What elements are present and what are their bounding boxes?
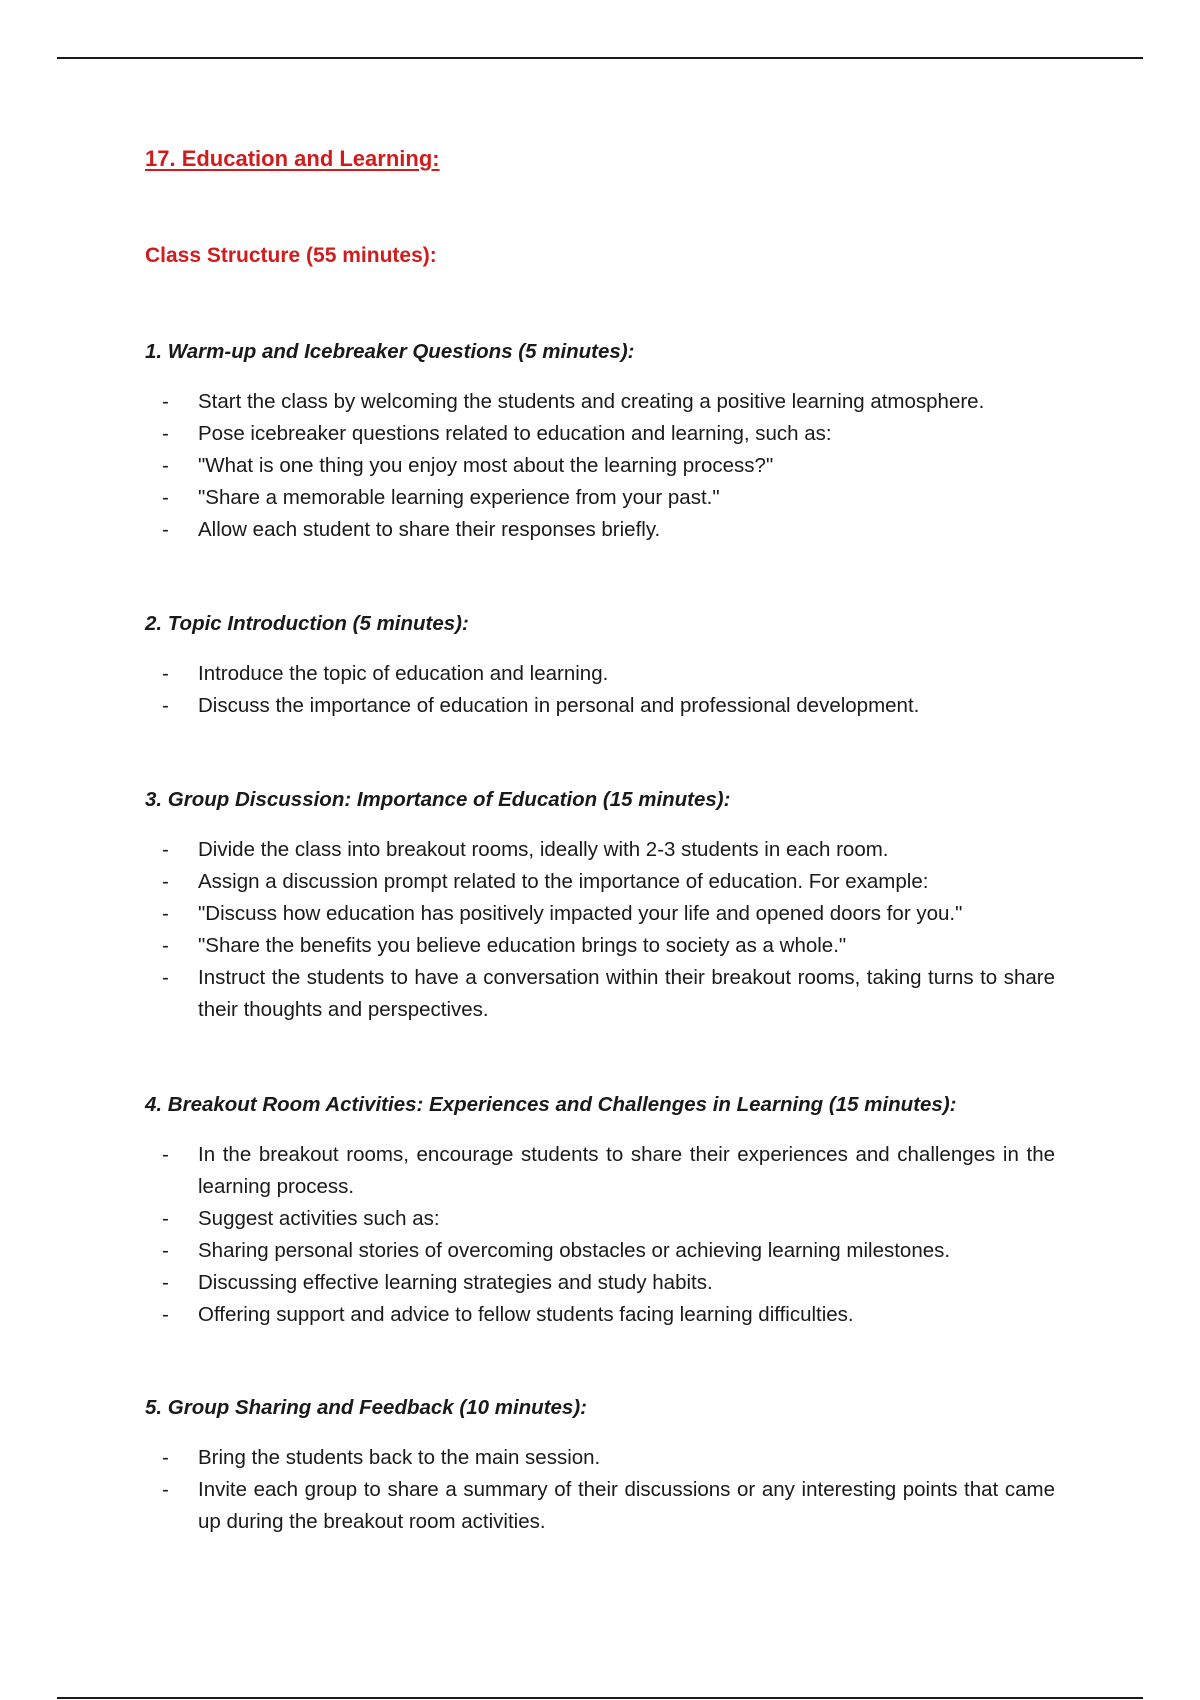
bullet-list	[145, 834, 1055, 1026]
list-item	[145, 1203, 1055, 1235]
list-item-text: Allow each student to share their responses briefly.	[198, 518, 661, 541]
dash-bullet: -	[162, 934, 169, 957]
list-item-text: "Discuss how education has positively impacted your life and opened doors for you."	[198, 902, 963, 925]
dash-bullet: -	[162, 694, 169, 717]
dash-bullet: -	[162, 518, 169, 541]
list-item-text: Discussing effective learning strategies and study habits.	[198, 1271, 713, 1294]
dash-bullet: -	[162, 1143, 169, 1166]
list-item	[145, 450, 1055, 482]
section-warm-up	[145, 338, 1055, 546]
list-item-text: "Share a memorable learning experience from your past."	[198, 486, 720, 509]
dash-bullet: -	[162, 390, 169, 413]
dash-bullet: -	[162, 1207, 169, 1230]
list-item-text: Instruct the students to have a conversation within their breakout rooms, taking turns to share their thoughts and perspectives.	[198, 966, 1055, 1021]
list-item	[145, 482, 1055, 514]
section-heading: 2. Topic Introduction (5 minutes):	[145, 612, 469, 635]
dash-bullet: -	[162, 454, 169, 477]
dash-bullet: -	[162, 486, 169, 509]
list-item	[145, 930, 1055, 962]
dash-bullet: -	[162, 838, 169, 861]
list-item	[145, 418, 1055, 450]
bullet-list	[145, 1442, 1055, 1538]
list-item	[145, 1235, 1055, 1267]
list-item	[145, 1474, 1055, 1538]
list-item	[145, 1442, 1055, 1474]
list-item	[145, 962, 1055, 1026]
list-item-text: Invite each group to share a summary of their discussions or any interesting points that came up during the breakout room activities.	[198, 1478, 1055, 1533]
list-item-text: Introduce the topic of education and learning.	[198, 662, 609, 685]
list-item	[145, 1267, 1055, 1299]
dash-bullet: -	[162, 1478, 169, 1501]
list-item	[145, 898, 1055, 930]
section-heading: 1. Warm-up and Icebreaker Questions (5 minutes):	[145, 340, 635, 363]
dash-bullet: -	[162, 902, 169, 925]
section-group-sharing	[145, 1394, 1055, 1538]
list-item	[145, 658, 1055, 690]
list-item-text: Assign a discussion prompt related to the importance of education. For example:	[198, 870, 929, 893]
bullet-list	[145, 1139, 1055, 1331]
section-topic-introduction	[145, 610, 1055, 722]
top-rule	[57, 57, 1143, 59]
class-structure-heading: Class Structure (55 minutes):	[145, 244, 437, 267]
dash-bullet: -	[162, 1303, 169, 1326]
bullet-list	[145, 658, 1055, 722]
dash-bullet: -	[162, 870, 169, 893]
dash-bullet: -	[162, 1239, 169, 1262]
dash-bullet: -	[162, 966, 169, 989]
list-item-text: Divide the class into breakout rooms, ideally with 2-3 students in each room.	[198, 838, 889, 861]
bottom-rule	[57, 1697, 1143, 1699]
bullet-list	[145, 386, 1055, 546]
list-item	[145, 1139, 1055, 1203]
document-title: 17. Education and Learning:	[145, 146, 440, 171]
list-item-text: Suggest activities such as:	[198, 1207, 440, 1230]
list-item-text: Sharing personal stories of overcoming obstacles or achieving learning milestones.	[198, 1239, 951, 1262]
dash-bullet: -	[162, 1271, 169, 1294]
list-item-text: Offering support and advice to fellow students facing learning difficulties.	[198, 1303, 854, 1326]
dash-bullet: -	[162, 422, 169, 445]
list-item	[145, 386, 1055, 418]
section-group-discussion	[145, 786, 1055, 1026]
list-item-text: Pose icebreaker questions related to education and learning, such as:	[198, 422, 832, 445]
list-item	[145, 834, 1055, 866]
dash-bullet: -	[162, 1446, 169, 1469]
section-heading: 4. Breakout Room Activities: Experiences and Challenges in Learning (15 minutes):	[145, 1093, 957, 1116]
list-item	[145, 514, 1055, 546]
list-item-text: Bring the students back to the main session.	[198, 1446, 601, 1469]
list-item	[145, 866, 1055, 898]
list-item-text: Discuss the importance of education in personal and professional development.	[198, 694, 920, 717]
list-item-text: In the breakout rooms, encourage students to share their experiences and challenges in the learning process.	[198, 1143, 1055, 1198]
list-item-text: Start the class by welcoming the students and creating a positive learning atmosphere.	[198, 390, 985, 413]
section-breakout-activities	[145, 1091, 1055, 1331]
list-item-text: "Share the benefits you believe education brings to society as a whole."	[198, 934, 847, 957]
dash-bullet: -	[162, 662, 169, 685]
list-item	[145, 1299, 1055, 1331]
section-heading: 3. Group Discussion: Importance of Education (15 minutes):	[145, 788, 731, 811]
list-item	[145, 690, 1055, 722]
list-item-text: "What is one thing you enjoy most about the learning process?"	[198, 454, 774, 477]
section-heading: 5. Group Sharing and Feedback (10 minutes):	[145, 1396, 587, 1419]
